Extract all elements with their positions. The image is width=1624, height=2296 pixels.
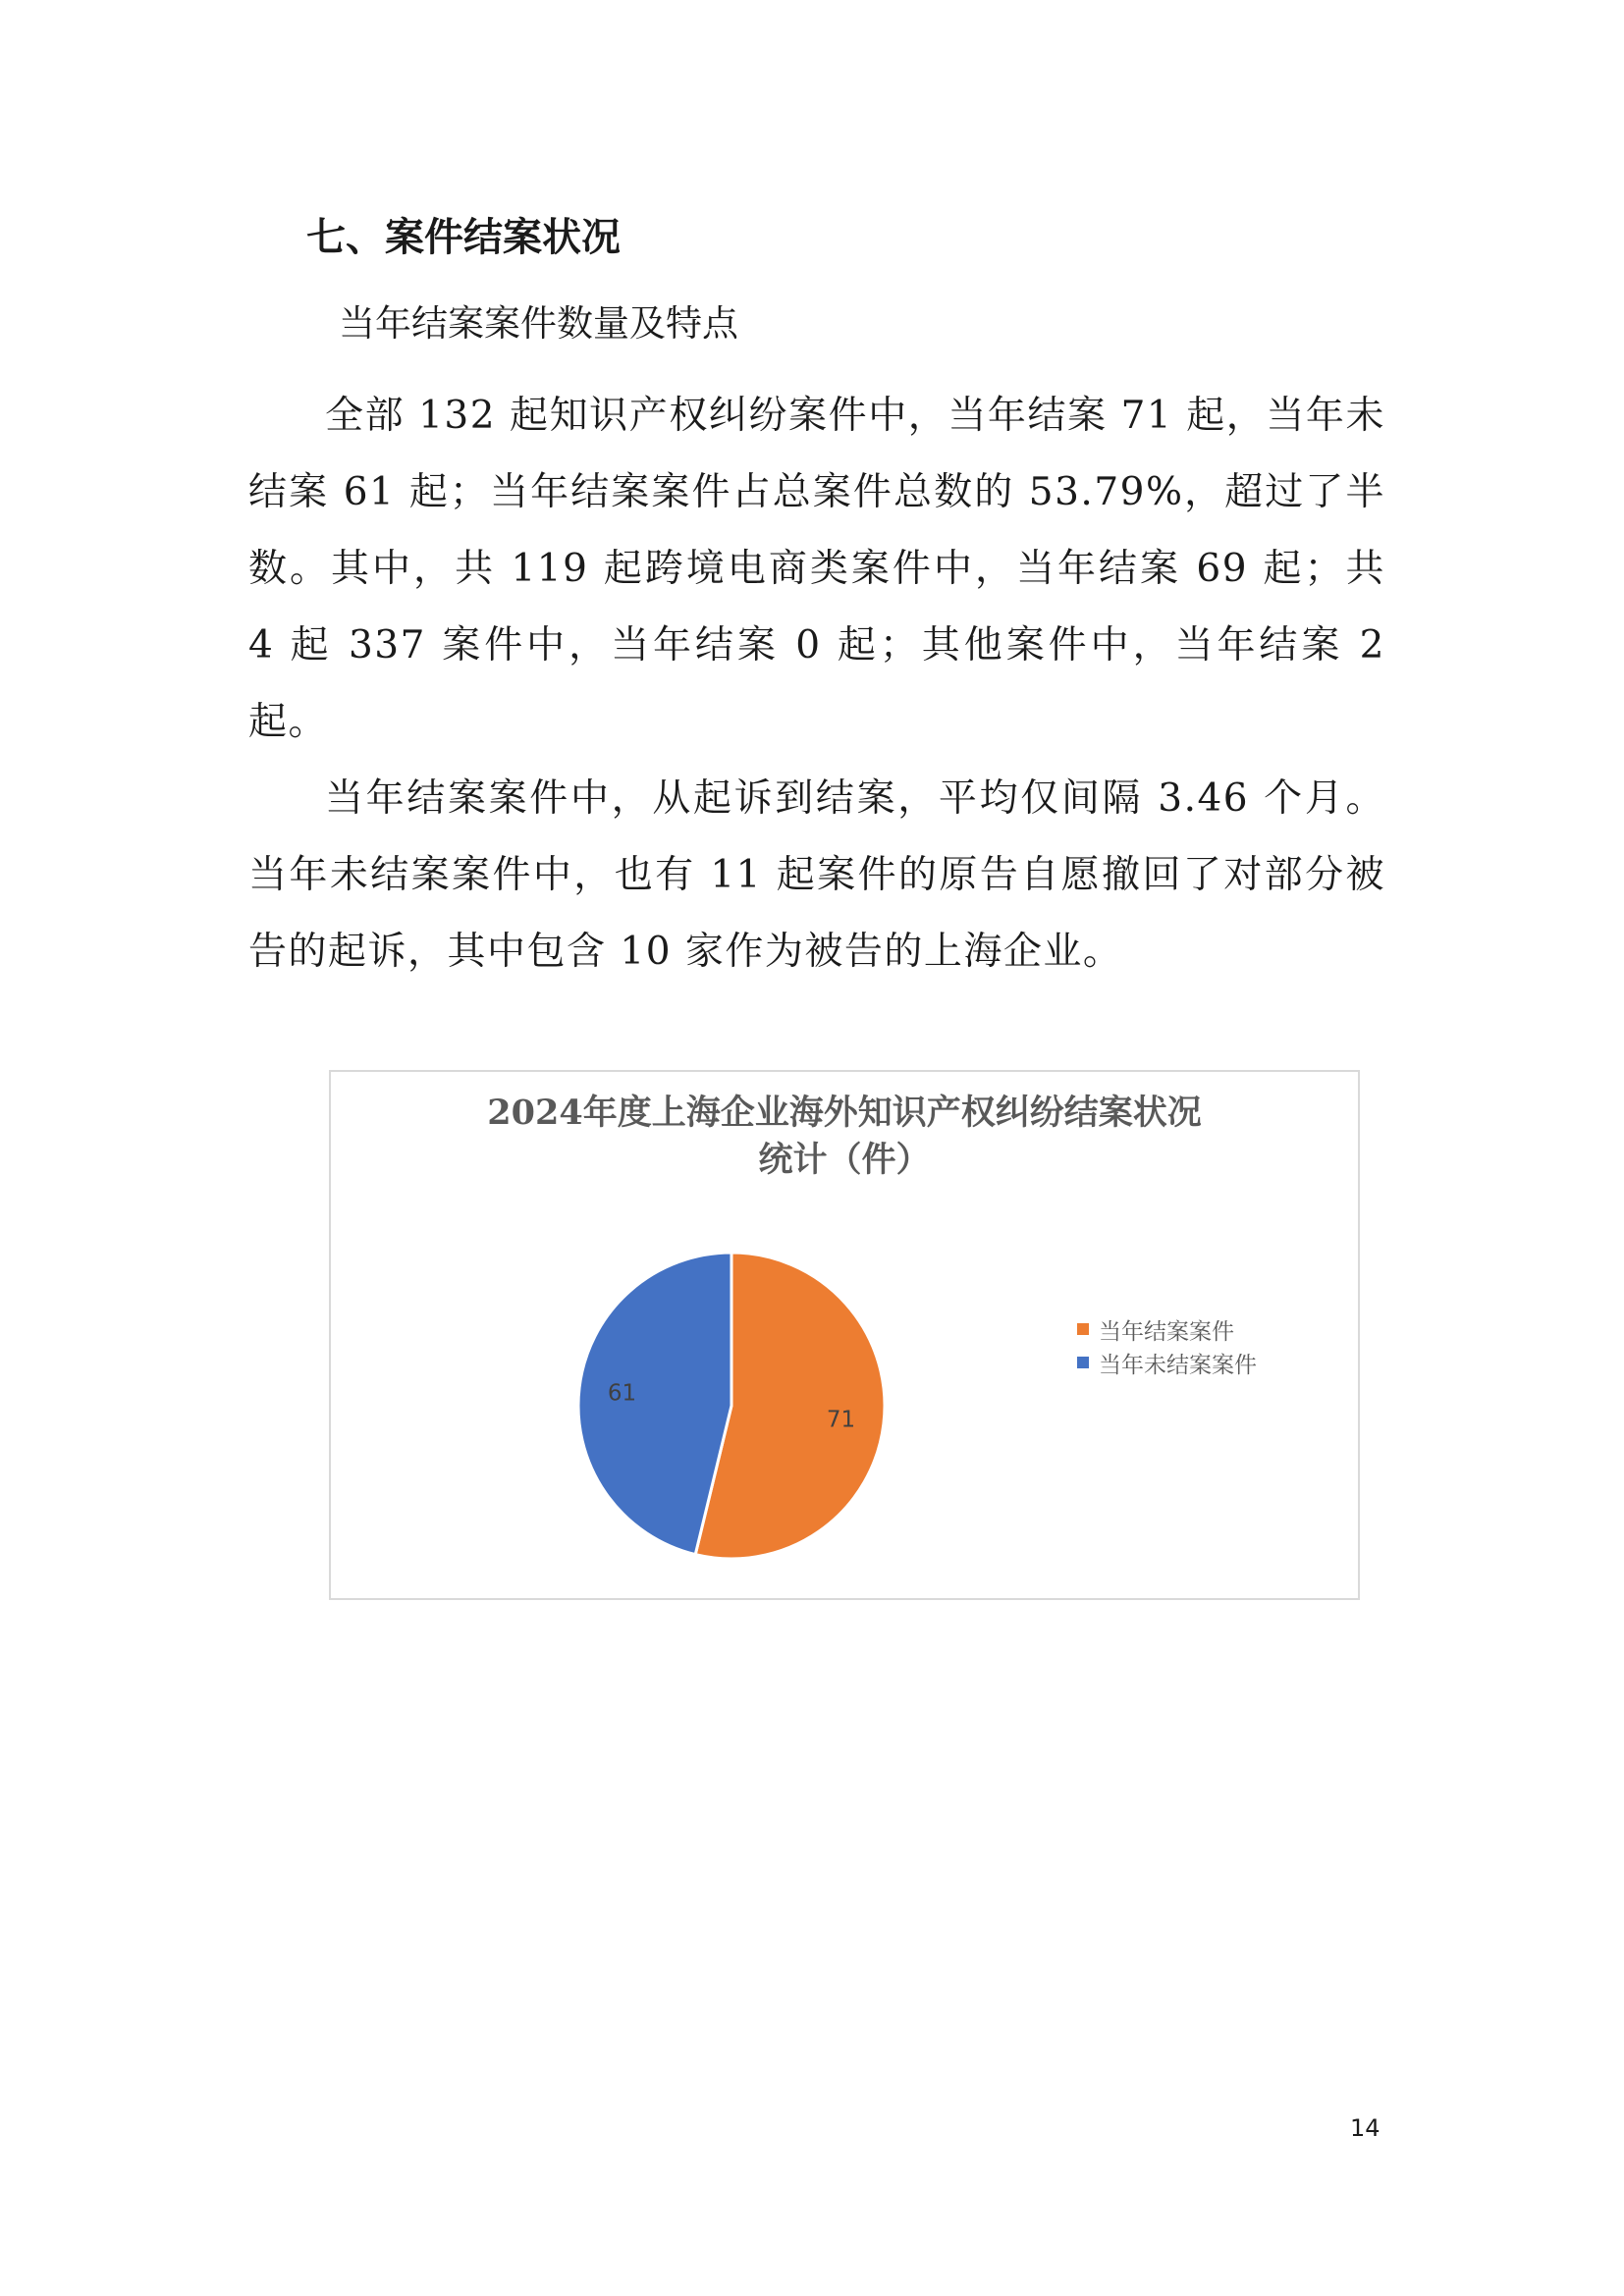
- chart-title-line1: 2024年度上海企业海外知识产权纠纷结案状况: [487, 1093, 1202, 1133]
- legend-item-closed: [1077, 1312, 1257, 1346]
- paragraph-duration: 当年结案案件中，从起诉到结案，平均仅间隔 3.46 个月。当年未结案案件中，也有 11 起案件的原告自愿撤回了对部分被告的起诉，其中包含 10 家作为被告的上海企业。: [248, 776, 1385, 974]
- legend-swatch-open: [1077, 1357, 1089, 1368]
- legend-item-open: [1077, 1346, 1257, 1379]
- data-label-open: 61: [607, 1380, 637, 1407]
- legend-swatch-closed: [1077, 1323, 1089, 1335]
- chart-title-line2: 统计（件）: [758, 1140, 931, 1180]
- chart-legend: [1077, 1312, 1257, 1379]
- data-label-closed: 71: [826, 1407, 856, 1433]
- legend-label-open: 当年未结案案件: [1099, 1352, 1257, 1378]
- legend-label-closed: 当年结案案件: [1099, 1318, 1234, 1345]
- section-heading: 七、案件结案状况: [306, 215, 621, 260]
- sub-heading: 当年结案案件数量及特点: [339, 302, 738, 345]
- paragraph-closed-cases: 全部 132 起知识产权纠纷案件中，当年结案 71 起，当年未结案 61 起；当年结案案件占总案件总数的 53.79%，超过了半数。其中，共 119 起跨境电商类案件中，当年结案 69 起；共 4 起 337 案件中，当年结案 0 起；其他案件中，当年结案 2 起。: [248, 394, 1385, 744]
- pie-chart: [329, 1070, 1360, 1600]
- page-number: 14: [1350, 2114, 1380, 2142]
